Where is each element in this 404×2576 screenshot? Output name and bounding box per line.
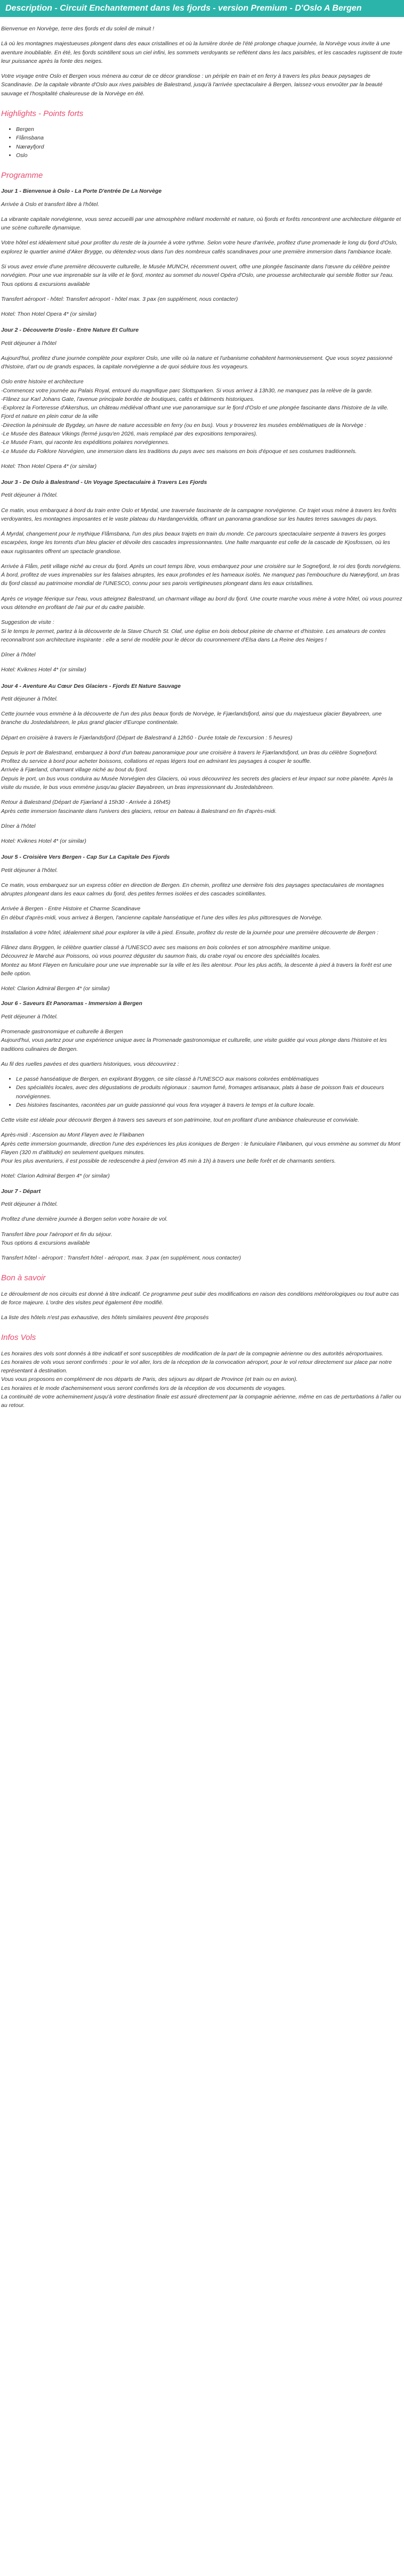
day-paragraph: Transfert aéroport - hôtel: Transfert aéroport - hôtel max. 3 pax (en supplément, nous contacter) xyxy=(1,295,238,302)
day-paragraph: Transfert libre pour l'aéroport et fin du séjour. Tous options & excursions available xyxy=(1,1231,112,1246)
day-paragraph: Après-midi : Ascension au Mont Fløyen avec le Fløibanen Après cette immersion gourmande, direction l'une des expériences les plus iconiques de Bergen : le funiculaire Fløibanen, qui vous emmène au sommet du Mont Fløyen (320 m d'altitude) en seulement quelques minutes. Pour les plus aventuriers, il est possible de redescendre à pied (environ 45 min à 1h) à travers une belle forêt et de charmants sentiers. xyxy=(1,1132,401,1165)
infos-vols-title: Infos Vols xyxy=(1,1333,36,1343)
day-paragraph: Cette journée vous emmène à la découverte de l'un des plus beaux fjords de Norvège, le Fjærlandsfjord, ainsi que du majestueux glacier Bøyabreen, une branche du Jostedalsbreen, le plus grand glacier d'Europe continentale. xyxy=(1,711,384,726)
day-paragraph: Petit déjeuner à l'hôtel xyxy=(1,340,56,347)
day-paragraph: Profitez d'une dernière journée à Bergen selon votre horaire de vol. xyxy=(1,1216,168,1223)
hotel-info: Hotel: Thon Hotel Opera 4* (or similar) xyxy=(1,463,97,470)
day-paragraph: Après ce voyage féerique sur l'eau, vous atteignez Balestrand, un charmant village au bord du fjord. Une courte marche vous mène à votre hôtel, où vous pourrez vous détendre en profitant de l'air pur et du cadre paisible. xyxy=(1,595,404,611)
list-item: • Nærøyfjord xyxy=(16,143,403,151)
day-paragraph: Cette visite est idéale pour découvrir Bergen à travers ses saveurs et son patrimoine, tout en profitant d'une ambiance chaleureuse et conviviale. xyxy=(1,1117,360,1124)
list-item: • Des spécialités locales, avec des dégustations de produits régionaux : saumon fumé, fromages artisanaux, plats à base de poisson frais et douceurs norvégiennes. xyxy=(16,1083,403,1101)
day-paragraph: À Myrdal, changement pour le mythique Flåmsbana, l'un des plus beaux trajets en train du monde. Ce parcours spectaculaire serpente à travers les gorges escarpées, longe les torrents d'un bleu glacier et dévoile des cascades impressionnantes. Une halte marquante est celle de la cascade de Kjosfossen, où les eaux rugissantes offrent un spectacle grandiose. xyxy=(1,531,392,555)
day-title: Jour 3 - De Oslo à Balestrand - Un Voyage Spectaculaire à Travers Les Fjords xyxy=(1,479,207,486)
highlights-title: Highlights - Points forts xyxy=(1,109,84,118)
day-paragraph: Arrivée à Bergen - Entre Histoire et Charme Scandinave En début d'après-midi, vous arrivez à Bergen, l'ancienne capitale hanséatique et l'une des villes les plus pittoresques de Norvège. xyxy=(1,906,323,921)
day-paragraph: Petit déjeuner à l'hôtel. xyxy=(1,1201,58,1207)
day-paragraph: Retour à Balestrand (Départ de Fjærland à 15h30 - Arrivée à 16h45) Après cette immersion fascinante dans l'univers des glaciers, retour en bateau à Balestrand en fin d'après-midi. xyxy=(1,799,277,814)
hotel-info: Hotel: Kviknes Hotel 4* (or similar) xyxy=(1,838,86,845)
day-title: Jour 6 - Saveurs Et Panoramas - Immersion à Bergen xyxy=(1,1000,142,1007)
day-paragraph: Dîner à l'hôtel xyxy=(1,652,36,659)
day-paragraph: Petit déjeuner à l'hôtel. xyxy=(1,867,58,874)
day-paragraph: Arrivée à Flåm, petit village niché au creux du fjord. Après un court temps libre, vous embarquez pour une croisière sur le Sognefjord, le roi des fjords norvégiens. À bord, profitez de vues imprenables sur les falaises abruptes, les eaux profondes et les hameaux isolés. Ne manquez pas l'embouchure du Nærøyfjord, un bras du fjord classé au patrimoine mondial de l'UNESCO, connu pour ses parois vertigineuses plongeant dans les eaux cristallines. xyxy=(1,563,403,587)
highlights-list xyxy=(1,125,403,160)
day-title: Jour 7 - Départ xyxy=(1,1188,41,1195)
hotel-info: Hotel: Thon Hotel Opera 4* (or similar) xyxy=(1,311,97,318)
day-paragraph: Suggestion de visite : Si le temps le permet, partez à la découverte de la Stave Church St. Olaf, une église en bois debout pleine de charme et d'histoire. Les amateurs de contes reconnaîtront son architecture inspirante : elle a servi de modèle pour le décor du couronnement d'Elsa dans La Reine des Neiges ! xyxy=(1,619,386,643)
intro-paragraph: Bienvenue en Norvège, terre des fjords et du soleil de minuit ! xyxy=(1,26,155,32)
day-block xyxy=(1,1187,403,1263)
day-title: Jour 4 - Aventure Au Cœur Des Glaciers - Fjords Et Nature Sauvage xyxy=(1,682,181,689)
day-title: Jour 5 - Croisière Vers Bergen - Cap Sur La Capitale Des Fjords xyxy=(1,854,170,861)
bon-savoir-title: Bon à savoir xyxy=(1,1273,46,1283)
day-paragraph: Flânez dans Bryggen, le célèbre quartier classé à l'UNESCO avec ses maisons en bois colorées et son atmosphère maritime unique. Découvrez le Marché aux Poissons, où vous pourrez déguster du saumon frais, du crabe royal ou encore des spécialités locales. Montez au Mont Fløyen en funiculaire pour une vue imprenable sur la ville et les îles alentour. Pour les plus actifs, la descente à pied à travers la forêt est une belle option. xyxy=(1,944,392,977)
day-paragraph: Installation à votre hôtel, idéalement situé pour explorer la ville à pied. Ensuite, profitez du reste de la journée pour une première découverte de Bergen : xyxy=(1,929,379,936)
infos-vols-paragraph: Les horaires des vols sont donnés à titre indicatif et sont susceptibles de modification de la part de la compagnie aérienne ou des autorités aéroportuaires. Les horaires de vols vous seront confirmés : pour le vol aller, lors de la réception de la convocation aéroport, pour le vol retour directement sur place par notre représentant à destination. Vous vous proposons en complément de nos départs de Paris, des séjours au départ de Province (et train ou en avion). Les horaires et le mode d'acheminement vous seront confirmés lors de la réception de vos documents de voyages. La continuité de votre acheminement jusqu'à votre destination finale est assuré directement par la compagnie aérienne, même en cas de perturbations à l'aller ou au retour. xyxy=(1,1350,401,1409)
intro-section xyxy=(1,24,403,98)
intro-paragraph: Là où les montagnes majestueuses plongent dans des eaux cristallines et où la lumière dorée de l'été prolonge chaque journée, la Norvège vous invite à une aventure inoubliable. En été, les fjords scintillent sous un ciel infini, les sommets verdoyants se reflètent dans les lacs paisibles, et les cascades rugissent de toute leur puissance après la fonte des neiges. xyxy=(1,40,402,64)
day-title: Jour 1 - Bienvenue à Oslo - La Porte D'entrée De La Norvège xyxy=(1,188,162,195)
day-bullet-list xyxy=(1,1075,403,1109)
hotel-info: Hotel: Kviknes Hotel 4* (or similar) xyxy=(1,666,86,673)
day-block xyxy=(1,999,403,1180)
day-paragraph: Votre hôtel est idéalement situé pour profiter du reste de la journée à votre rythme. Selon votre heure d'arrivée, profitez d'une promenade le long du fjord d'Oslo, explorez le quartier animé d'Aker Brygge, ou détendez-vous dans l'un des nombreux cafés scandinaves pour une première immersion dans l'ambiance locale. xyxy=(1,240,399,255)
day-title: Jour 2 - Découverte D'oslo - Entre Nature Et Culture xyxy=(1,327,139,334)
day-block xyxy=(1,682,403,846)
list-item: • Oslo xyxy=(16,151,403,160)
day-paragraph: Aujourd'hui, profitez d'une journée complète pour explorer Oslo, une ville où la nature et l'urbanisme cohabitent harmonieusement. Que vous soyez passionné d'histoire, d'art ou de grands espaces, la capitale norvégienne a de quoi séduire tous les voyageurs. xyxy=(1,355,394,371)
day-block xyxy=(1,326,403,471)
day-paragraph: Arrivée à Oslo et transfert libre à l'hôtel. xyxy=(1,201,100,208)
day-block xyxy=(1,853,403,993)
list-item: • Bergen xyxy=(16,125,403,134)
day-paragraph: Transfert hôtel - aéroport : Transfert hôtel - aéroport, max. 3 pax (en supplément, nous contacter) xyxy=(1,1255,241,1262)
list-item: • Le passé hanséatique de Bergen, en explorant Bryggen, ce site classé à l'UNESCO aux maisons colorées emblématiques xyxy=(16,1075,403,1083)
day-paragraph: Dîner à l'hôtel xyxy=(1,822,36,829)
list-item: • Des histoires fascinantes, racontées par un guide passionné qui vous fera voyager à travers le temps et la culture locale. xyxy=(16,1101,403,1109)
day-paragraph: Si vous avez envie d'une première découverte culturelle, le Musée MUNCH, récemment ouvert, offre une plongée fascinante dans l'œuvre du célèbre peintre norvégien. Pour une vue imprenable sur la ville et le fjord, montez au sommet du nouvel Opéra d'Oslo, une prouesse architecturale qui semble flotter sur l'eau. Tous options & excursions available xyxy=(1,264,394,287)
day-paragraph: Promenade gastronomique et culturelle à Bergen Aujourd'hui, vous partez pour une expérience unique avec la Promenade gastronomique et culturelle, une visite guidée qui vous plonge dans l'histoire et les traditions culinaires de Bergen. xyxy=(1,1028,387,1052)
day-paragraph: Ce matin, vous embarquez sur un express côtier en direction de Bergen. En chemin, profitez une dernière fois des paysages spectaculaires de montagnes abruptes plongeant dans les eaux calmes du fjord, des petites fermes isolées et des cascades scintillantes. xyxy=(1,882,386,898)
day-paragraph: La vibrante capitale norvégienne, vous serez accueilli par une atmosphère mêlant modernité et nature, où fjords et forêts rencontrent une architecture élégante et une scène culturelle dynamique. xyxy=(1,216,402,232)
day-paragraph: Hotel: Clarion Admiral Bergen 4* (or similar) xyxy=(1,1173,110,1180)
day-block xyxy=(1,478,403,674)
day-paragraph: Au fil des ruelles pavées et des quartiers historiques, vous découvrirez : xyxy=(1,1060,179,1067)
intro-paragraph: Votre voyage entre Oslo et Bergen vous mènera au cœur de ce décor grandiose : un périple en train et en ferry à travers les plus beaux paysages de Scandinavie. De la capitale vibrante d'Oslo aux rives paisibles de Balestrand, jusqu'à l'arrivée spectaculaire à Bergen, laissez-vous envoûter par la beauté sauvage et l'hospitalité chaleureuse de la Norvège en été. xyxy=(1,73,383,97)
page-title: Description - Circuit Enchantement dans les fjords - version Premium - D'Oslo A Bergen xyxy=(0,0,404,17)
day-paragraph: Ce matin, vous embarquez à bord du train entre Oslo et Myrdal, une traversée fascinante de la campagne norvégienne. Ce trajet vous mène à travers les forêts verdoyantes, les montagnes imposantes et le vaste plateau du Hardangervidda, offrant un panorama grandiose sur les hautes terres sauvages du pays. xyxy=(1,507,398,522)
day-paragraph: Petit déjeuner à l'hôtel. xyxy=(1,492,58,499)
bon-savoir-paragraph: Le déroulement de nos circuits est donné à titre indicatif. Ce programme peut subir des modifications en raison des conditions météorologiques ou tout autre cas de force majeure. L'ordre des visites peut également être modifié. xyxy=(1,1290,401,1306)
day-paragraph: Hotel: Clarion Admiral Bergen 4* (or similar) xyxy=(1,985,110,992)
day-block xyxy=(1,187,403,318)
day-paragraph: Petit déjeuner à l'hôtel. xyxy=(1,1013,58,1020)
day-paragraph: Départ en croisière à travers le Fjærlandsfjord (Départ de Balestrand à 12h50 - Durée totale de l'excursion : 5 heures) xyxy=(1,734,293,741)
main-content xyxy=(0,24,404,1410)
list-item: • Flåmsbana xyxy=(16,134,403,142)
day-paragraph: Oslo entre histoire et architecture -Commencez votre journée au Palais Royal, entouré du magnifique parc Slottsparken. Si vous arrivez à 13h30, ne manquez pas la relève de la garde. -Flânez sur Karl Johans Gate, l'avenue principale bordée de boutiques, cafés et bâtiments historiques. -Explorez la Forteresse d'Akershus, un château médiéval offrant une vue panoramique sur le fjord d'Oslo et une plongée fascinante dans l'histoire de la ville. Fjord et nature en plein cœur de la ville -Direction la péninsule de Bygdøy, un havre de nature accessible en ferry (ou en bus). Vous y trouverez les musées emblématiques de la Norvège : -Le Musée des Bateaux Vikings (fermé jusqu'en 2026, mais remplacé par des expositions temporaires). -Le Musée Fram, qui raconte les expéditions polaires norvégiennes. -Le Musée du Folklore Norvégien, une immersion dans les traditions du pays avec ses maisons en bois d'époque et ses costumes traditionnels. xyxy=(1,378,389,455)
programme-title: Programme xyxy=(1,171,43,180)
programme-days xyxy=(1,187,403,1262)
bon-savoir-paragraph: La liste des hôtels n'est pas exhaustive, des hôtels similaires peuvent être proposés xyxy=(1,1314,209,1321)
day-paragraph: Petit déjeuner à l'hôtel. xyxy=(1,695,58,702)
day-paragraph: Depuis le port de Balestrand, embarquez à bord d'un bateau panoramique pour une croisière à travers le Fjærlandsfjord, un bras du célèbre Sognefjord. Profitez du service à bord pour acheter boissons, collations et repas légers tout en admirant les paysages à couper le souffle. Arrivée à Fjærland, charmant village niché au bout du fjord. Depuis le port, un bus vous conduira au Musée Norvégien des Glaciers, où vous découvrirez les secrets des glaciers et leur impact sur notre planète. Après la visite du musée, le bus vous emmène jusqu'au glacier Bøyabreen, un bras impressionnant du Jostedalsbreen. xyxy=(1,749,393,791)
